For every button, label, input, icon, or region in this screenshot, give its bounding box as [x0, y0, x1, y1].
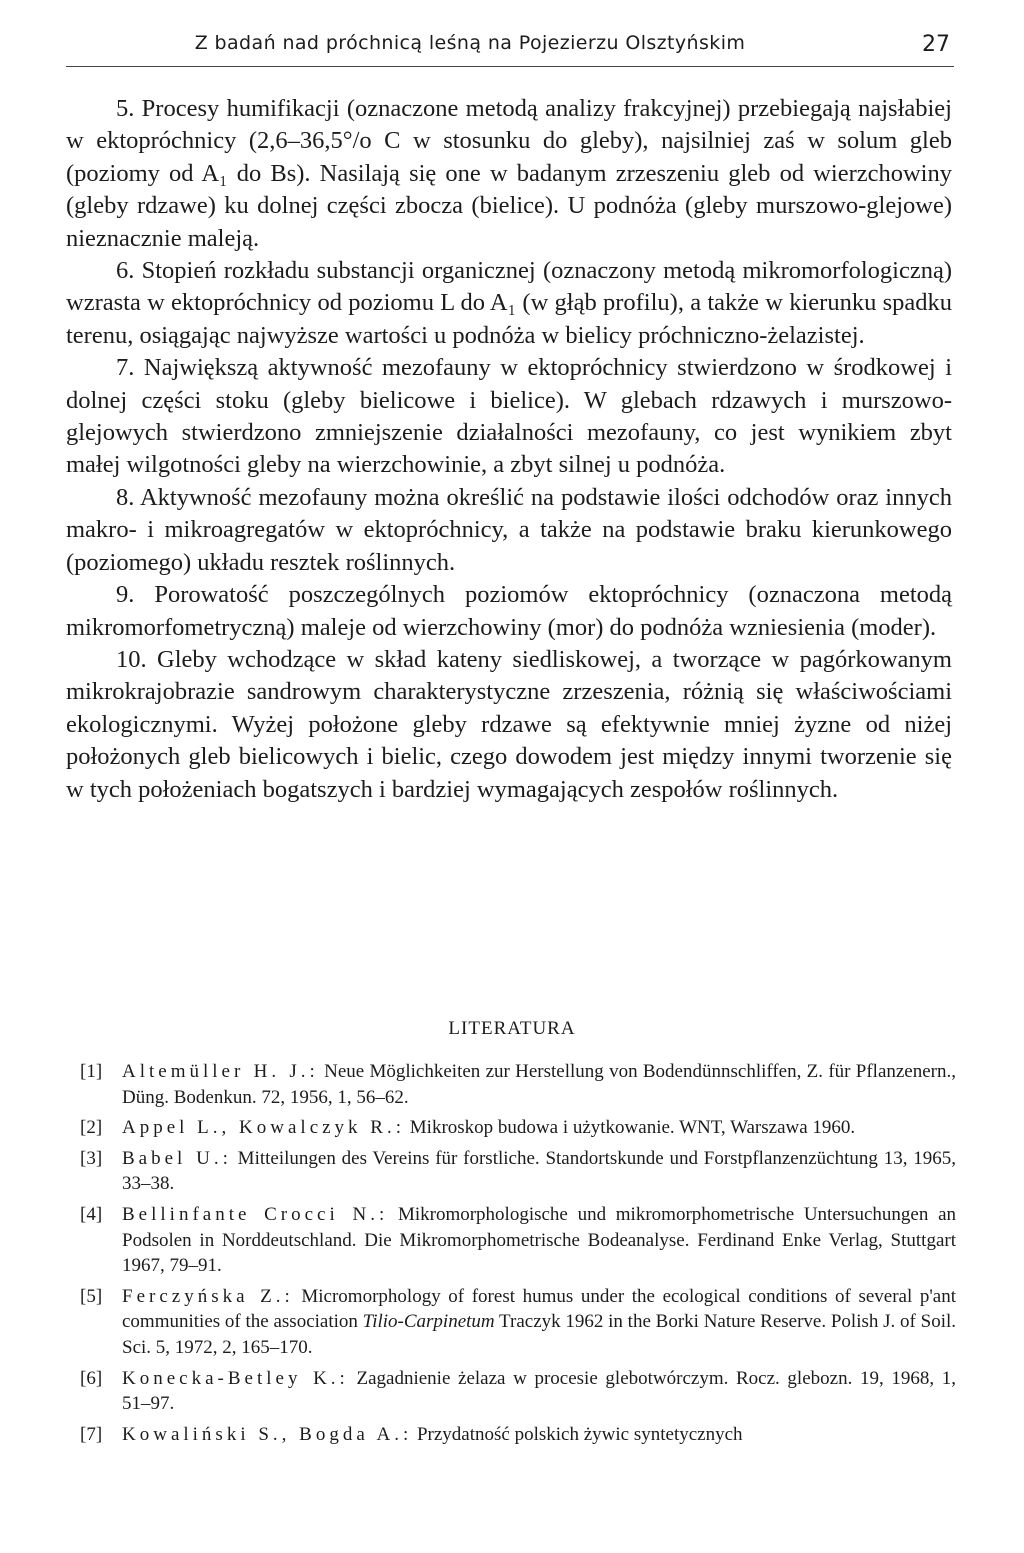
reference-text: [122, 1422, 956, 1448]
reference-body: Neue Möglichkeiten zur Herstellung von Bodendünnschliffen, Z. für Pflanzenern., Düng. Bodenkun. 72, 1956, 1, 56–62.: [122, 1061, 956, 1108]
reference-body: Mikromorphologische und mikromorphometrische Untersuchungen an Podsolen in Norddeutschland. Die Mikromorphometrische Bodeanalyse. Ferdinand Enke Verlag, Stuttgart 1967, 79–91.: [122, 1203, 956, 1277]
reference-item: [80, 1146, 956, 1197]
reference-item: [80, 1366, 956, 1417]
literature-heading: LITERATURA: [448, 1018, 576, 1039]
page-number: 27: [922, 32, 950, 57]
reference-author: Altemüller H. J.:: [122, 1061, 319, 1082]
running-header: [66, 30, 954, 67]
running-title: Z badań nad próchnicą leśną na Pojezierzu Olsztyńskim: [194, 32, 746, 54]
reference-item: [80, 1115, 956, 1141]
reference-body: Mikroskop budowa i użytkowanie. WNT, Warszawa 1960.: [405, 1117, 856, 1139]
reference-number: [5]: [80, 1285, 103, 1307]
paragraph-7: 7. Największą aktywność mezofauny w ektopróchnicy stwierdzono w środkowej i dolnej części stoku (gleby bielicowe i bielice). W glebach rdzawych i murszowo-glejowych stwierdzono zmniejszenie działalności mezofauny, co jest wynikiem zbyt małej wilgotności gleby na wierzchowinie, a zbyt silnej u podnóża.: [66, 354, 952, 479]
reference-italic-taxon: Tilio-Carpinetum: [362, 1311, 495, 1333]
reference-item: [80, 1422, 956, 1448]
reference-number: [4]: [80, 1203, 103, 1225]
reference-author: Konecka-Betley K.:: [122, 1367, 349, 1389]
conclusions-text: [66, 93, 952, 806]
paragraph-9: 9. Porowatość poszczególnych poziomów ektopróchnicy (oznaczona metodą mikromorfometryczną) maleje od wierzchowiny (mor) do podnóża wzniesienia (moder).: [66, 581, 952, 641]
reference-body: Micromorphology of forest humus under the ecological conditions of several p'ant communities of the association: [122, 1285, 956, 1333]
reference-body: Zagadnienie żelaza w procesie glebotwórczym. Rocz. glebozn. 19, 1968, 1, 51–97.: [122, 1367, 956, 1415]
reference-body: Mitteilungen des Vereins für forstliche. Standortskunde und Forstpflanzenzüchtung 13, 1965, 33–38.: [122, 1147, 956, 1195]
reference-item: [80, 1059, 956, 1110]
reference-author: Ferczyńska Z.:: [122, 1285, 294, 1307]
paragraph-5: 5. Procesy humifikacji (oznaczone metodą analizy frakcyjnej) przebiegają najsłabiej w ektopróchnicy (2,6–36,5°/o C w stosunku do gleby), najsilniej zaś w solum gleb (poziomy od A₁ do Bs). Nasilają się one w badanym zrzeszeniu gleb od wierzchowiny (gleby rdzawe) ku dolnej części zbocza (bielice). U podnóża (gleby murszowo-glejowe) nieznacznie maleją.: [66, 95, 952, 252]
reference-author: Babel U.:: [122, 1147, 232, 1169]
reference-text: [122, 1366, 956, 1417]
reference-item: [80, 1202, 956, 1279]
paragraph-10: 10. Gleby wchodzące w skład kateny siedliskowej, a tworzące w pagórkowanym mikrokrajobrazie sandrowym charakterystyczne zrzeszenia, różnią się właściwościami ekologicznymi. Wyżej położone gleby rdzawe są efektywnie mniej żyzne od niżej położonych gleb bielicowych i bielic, czego dowodem jest między innymi tworzenie się w tych położeniach bogatszych i bardziej wymagających zespołów roślinnych.: [66, 645, 952, 803]
reference-item: [80, 1284, 956, 1361]
reference-text: [122, 1284, 956, 1361]
reference-body-continued: Traczyk 1962 in the Borki Nature Reserve. Polish J. of Soil. Sci. 5, 1972, 2, 165–170.: [122, 1311, 956, 1358]
reference-body: Przydatność polskich żywic syntetycznych: [412, 1423, 743, 1445]
paragraph-6: 6. Stopień rozkładu substancji organicznej (oznaczony metodą mikromorfologiczną) wzrasta w ektopróchnicy od poziomu L do A₁ (w głąb profilu), a także w kierunku spadku terenu, osiągając najwyższe wartości u podnóża w bielicy próchniczno-żelazistej.: [66, 257, 952, 349]
reference-text: [122, 1146, 956, 1197]
reference-number: [7]: [80, 1423, 103, 1445]
reference-text: [122, 1202, 956, 1279]
reference-text: [122, 1059, 956, 1110]
reference-number: [1]: [80, 1061, 103, 1082]
reference-list: [80, 1059, 956, 1452]
reference-number: [6]: [80, 1367, 103, 1389]
reference-number: [3]: [80, 1147, 103, 1169]
reference-text: [122, 1115, 956, 1141]
reference-number: [2]: [80, 1117, 103, 1139]
reference-author: Appel L., Kowalczyk R.:: [122, 1117, 406, 1139]
reference-author: Kowaliński S., Bogda A.:: [122, 1423, 413, 1445]
paragraph-8: 8. Aktywność mezofauny można określić na podstawie ilości odchodów oraz innych makro- i mikroagregatów w ektopróchnicy, a także na podstawie braku kierunkowego (poziomego) układu resztek roślinnych.: [66, 483, 952, 576]
reference-author: Bellinfante Crocci N.:: [122, 1203, 389, 1225]
